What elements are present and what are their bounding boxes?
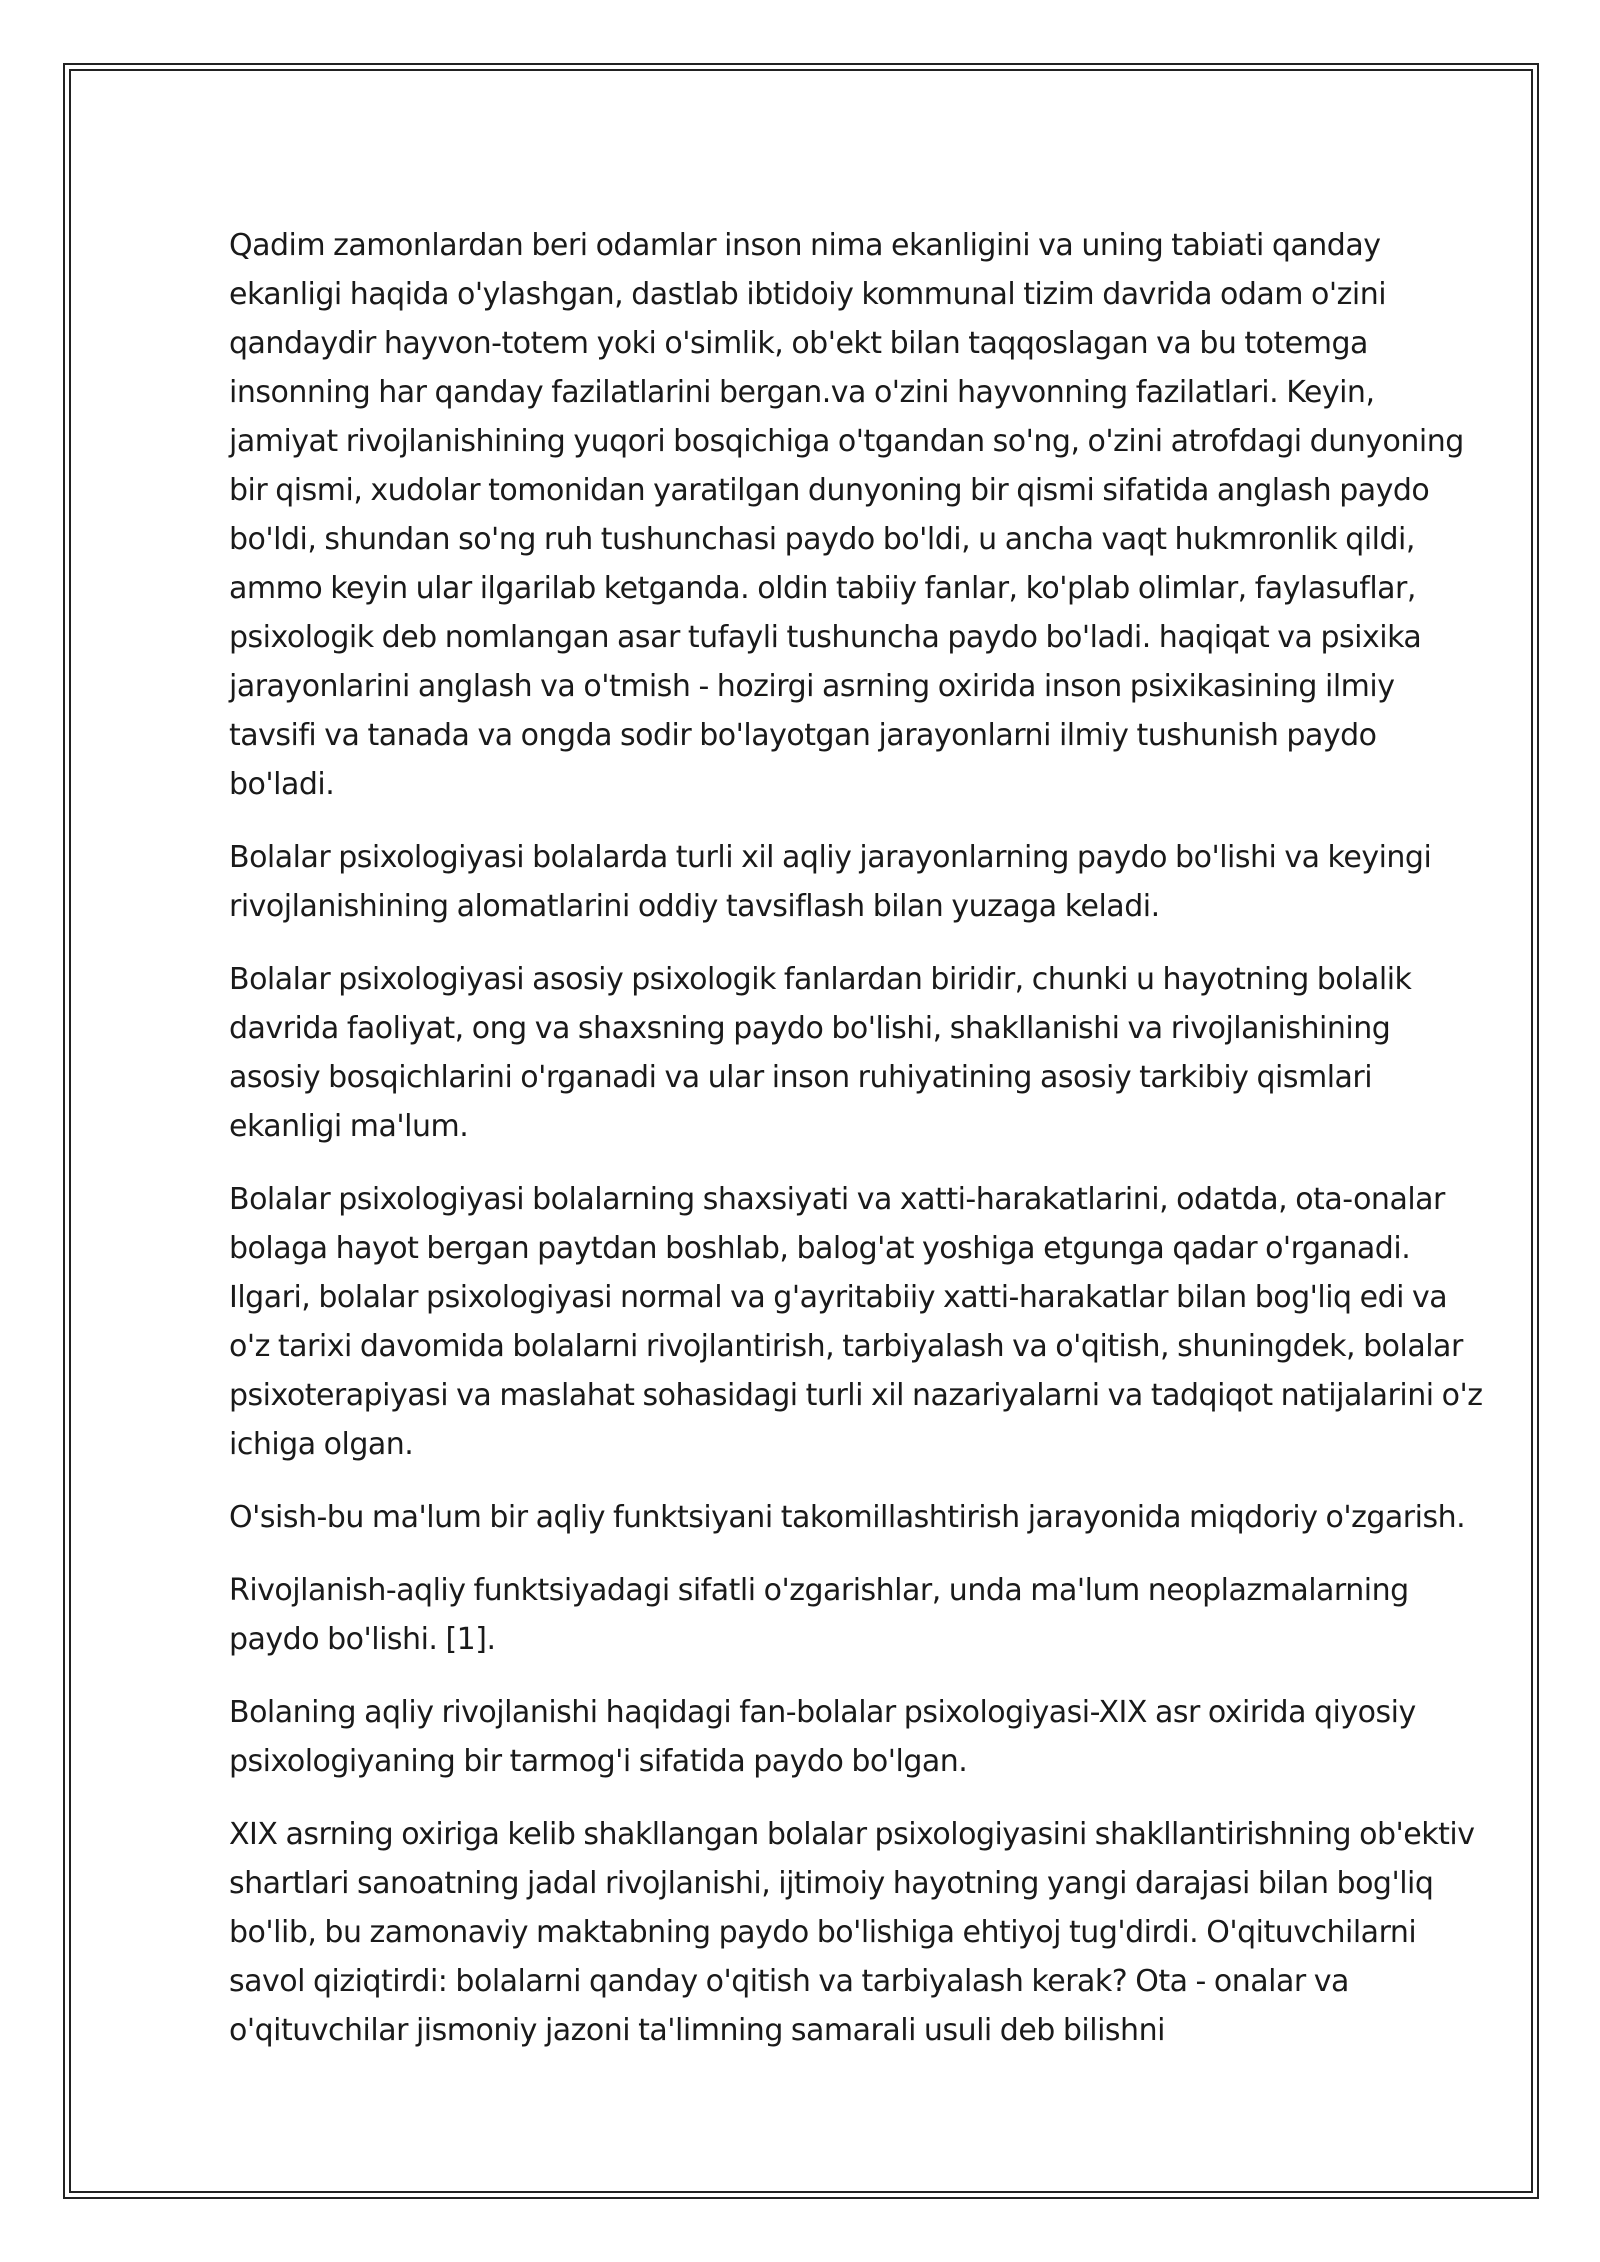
paragraph-1: Qadim zamonlardan beri odamlar inson nima ekanligini va uning tabiati qanday ekanligi haqida o'ylashgan, dastlab ibtidoiy kommunal tizim davrida odam o'zini qandaydir hayvon-totem yoki o'simlik, ob'ekt bilan taqqoslagan va bu totemga insonning har qanday fazilatlarini bergan.va o'zini hayvonning fazilatlari. Keyin, jamiyat rivojlanishining yuqori bosqichiga o'tgandan so'ng, o'zini atrofdagi dunyoning bir qismi, xudolar tomonidan yaratilgan dunyoning bir qismi sifatida anglash paydo bo'ldi, shundan so'ng ruh tushunchasi paydo bo'ldi, u ancha vaqt hukmronlik qildi, ammo keyin ular ilgarilab ketganda. oldin tabiiy fanlar, ko'plab olimlar, faylasuflar, psixologik deb nomlangan asar tufayli tushuncha paydo bo'ladi. haqiqat va psixika jarayonlarini anglash va o'tmish - hozirgi asrning oxirida inson psixikasining ilmiy tavsifi va tanada va ongda sodir bo'layotgan jarayonlarni ilmiy tushunish paydo bo'ladi. [229,228,1464,802]
paragraph-2: Bolalar psixologiyasi bolalarda turli xil aqliy jarayonlarning paydo bo'lishi va keyingi rivojlanishining alomatlarini oddiy tavsiflash bilan yuzaga keladi. [229,840,1432,924]
paragraph-6: Rivojlanish-aqliy funktsiyadagi sifatli o'zgarishlar, unda ma'lum neoplazmalarning paydo bo'lishi. [1]. [229,1573,1409,1657]
document-body [229,221,1489,2079]
paragraph-7: Bolaning aqliy rivojlanishi haqidagi fan-bolalar psixologiyasi-XIX asr oxirida qiyosiy psixologiyaning bir tarmog'i sifatida paydo bo'lgan. [229,1695,1416,1779]
paragraph-5: O'sish-bu ma'lum bir aqliy funktsiyani takomillashtirish jarayonida miqdoriy o'zgarish. [229,1500,1466,1535]
paragraph-4: Bolalar psixologiyasi bolalarning shaxsiyati va xatti-harakatlarini, odatda, ota-onalar bolaga hayot bergan paytdan boshlab, balog'at yoshiga etgunga qadar o'rganadi. Ilgari, bolalar psixologiyasi normal va g'ayritabiiy xatti-harakatlar bilan bog'liq edi va o'z tarixi davomida bolalarni rivojlantirish, tarbiyalash va o'qitish, shuningdek, bolalar psixoterapiyasi va maslahat sohasidagi turli xil nazariyalarni va tadqiqot natijalarini o'z ichiga olgan. [229,1182,1483,1462]
paragraph-3: Bolalar psixologiyasi asosiy psixologik fanlardan biridir, chunki u hayotning bolalik davrida faoliyat, ong va shaxsning paydo bo'lishi, shakllanishi va rivojlanishining asosiy bosqichlarini o'rganadi va ular inson ruhiyatining asosiy tarkibiy qismlari ekanligi ma'lum. [229,962,1412,1144]
paragraph-8: XIX asrning oxiriga kelib shakllangan bolalar psixologiyasini shakllantirishning ob'ektiv shartlari sanoatning jadal rivojlanishi, ijtimoiy hayotning yangi darajasi bilan bog'liq bo'lib, bu zamonaviy maktabning paydo bo'lishiga ehtiyoj tug'dirdi. O'qituvchilarni savol qiziqtirdi: bolalarni qanday o'qitish va tarbiyalash kerak? Ota - onalar va o'qituvchilar jismoniy jazoni ta'limning samarali usuli deb bilishni [229,1817,1475,2048]
